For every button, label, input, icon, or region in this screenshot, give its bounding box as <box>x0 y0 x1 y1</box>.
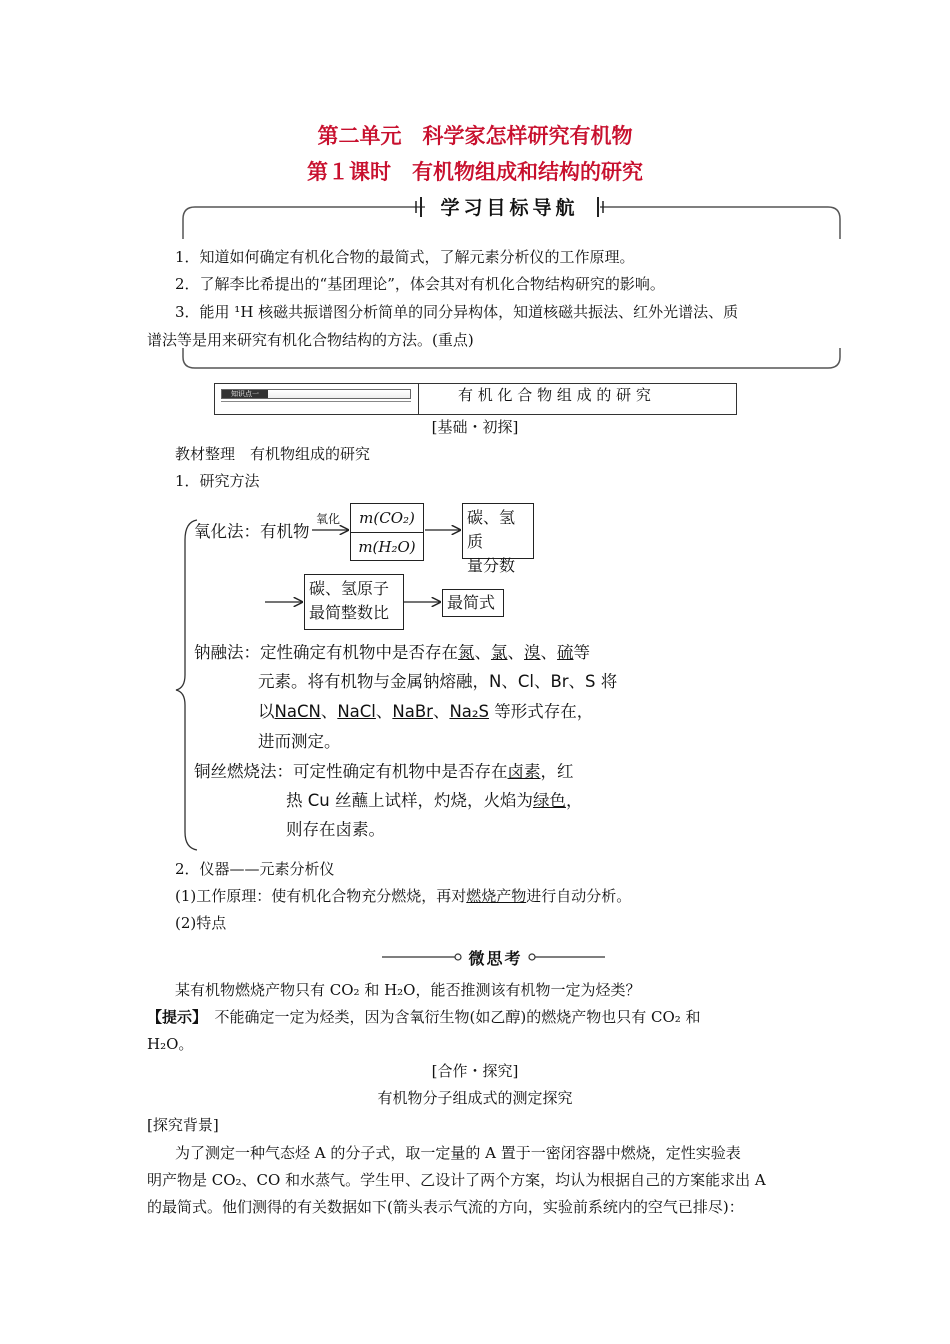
explore-bg-label: [探究背景] <box>147 1116 219 1134</box>
element-s: 硫 <box>557 643 574 662</box>
explore-para-3: 的最简式。他们测得的有关数据如下(箭头表示气流的方向，实验前系统内的空气已排尽)： <box>147 1198 744 1216</box>
section-subtag: [基础・初探] <box>431 418 519 436</box>
sodium-line-4: 进而测定。 <box>258 732 341 751</box>
goal-3-cont: 谱法等是用来研究有机化合物结构的方法。(重点) <box>147 331 474 349</box>
sodium-text: 钠融法：定性确定有机物中是否存在 <box>194 643 458 662</box>
explore-para-2: 明产物是 CO₂、CO 和水蒸气。学生甲、乙设计了两个方案，均认为根据自己的方案能求出 A <box>147 1171 766 1189</box>
copper-text: 铜丝燃烧法：可定性确定有机物中是否存在 <box>194 762 508 781</box>
copper-text: ，红 <box>540 762 574 781</box>
think-hint <box>147 1007 701 1027</box>
instrument-heading: 2．仪器——元素分析仪 <box>175 860 335 878</box>
section-tag: 知识点一 <box>222 390 268 398</box>
hint-text: 不能确定一定为烃类，因为含氧衍生物(如乙醇)的燃烧产物也只有 CO₂ 和 <box>199 1008 701 1026</box>
instrument-feature: (2)特点 <box>175 914 227 932</box>
compound-nabr: NaBr <box>392 702 433 721</box>
principle-text: (1)工作原理：使有机化合物充分燃烧，再对 <box>175 887 467 905</box>
copper-line-3: 则存在卤素。 <box>286 820 385 839</box>
compound-nacn: NaCN <box>274 702 321 721</box>
element-br: 溴 <box>524 643 541 662</box>
oxidation-label: 氧化法：有机物 <box>194 522 310 541</box>
element-n: 氮 <box>458 643 475 662</box>
element-cl: 氯 <box>491 643 508 662</box>
section-title: 有 机 化 合 物 组 成 的 研 究 <box>458 386 651 404</box>
h2o-mass: m(H₂O) <box>351 532 423 561</box>
compound-nacl: NaCl <box>337 702 376 721</box>
hint-label: 【提示】 <box>147 1008 200 1026</box>
unit-title: 第二单元 科学家怎样研究有机物 <box>317 124 633 148</box>
combustion-products-term: 燃烧产物 <box>466 887 527 905</box>
explore-para-1: 为了测定一种气态烃 A 的分子式，取一定量的 A 置于一密闭容器中燃烧，定性实验表 <box>175 1144 741 1162</box>
material-heading: 教材整理 有机物组成的研究 <box>175 445 371 463</box>
mass-fraction-line1: 碳、氢质 <box>467 508 516 551</box>
explore-title: 有机物分子组成式的测定探究 <box>377 1089 573 1107</box>
think-question: 某有机物燃烧产物只有 CO₂ 和 H₂O，能否推测该有机物一定为烃类？ <box>175 981 641 999</box>
think-hint-cont: H₂O。 <box>147 1035 194 1053</box>
copper-text: 热 Cu 丝蘸上试样，灼烧，火焰为 <box>286 791 533 810</box>
goal-1: 1．知道如何确定有机化合物的最简式，了解元素分析仪的工作原理。 <box>175 248 635 266</box>
sodium-text: 等形式存在， <box>494 702 594 721</box>
sodium-text: 以 <box>258 702 275 721</box>
method-heading: 1．研究方法 <box>175 472 260 490</box>
simplest-formula-box: 最简式 <box>442 589 504 617</box>
mass-fraction-line2: 量分数 <box>467 556 516 575</box>
co2-mass: m(CO₂) <box>359 509 415 527</box>
think-banner: 微思考 <box>468 949 523 968</box>
atom-ratio-line1: 碳、氢原子 <box>309 579 390 598</box>
copper-text: ， <box>565 791 583 810</box>
sodium-line-3: 以NaCN、NaCl、NaBr、Na₂S 等形式存在， <box>258 702 594 721</box>
sodium-line-2: 元素。将有机物与金属钠熔融，N、Cl、Br、S 将 <box>258 672 618 691</box>
compound-na2s: Na₂S <box>449 702 489 721</box>
goal-3: 3．能用 ¹H 核磁共振谱图分析简单的同分异构体，知道核磁共振法、红外光谱法、质 <box>175 303 739 321</box>
explore-tag: [合作・探究] <box>431 1062 519 1080</box>
principle-text: 进行自动分析。 <box>526 887 632 905</box>
goals-banner: 学习目标导航 <box>440 197 579 219</box>
atom-ratio-line2: 最简整数比 <box>309 603 390 622</box>
lesson-title: 第１课时 有机物组成和结构的研究 <box>307 160 643 184</box>
sodium-text: 等 <box>573 643 590 662</box>
sodium-line-1: 钠融法：定性确定有机物中是否存在氮、氯、溴、硫等 <box>194 643 590 662</box>
oxidation-arrow-label: 氧化 <box>316 512 341 526</box>
goal-2: 2．了解李比希提出的“基团理论”，体会其对有机化合物结构研究的影响。 <box>175 275 665 293</box>
halogen-term: 卤素 <box>507 762 541 781</box>
green-term: 绿色 <box>532 791 566 810</box>
